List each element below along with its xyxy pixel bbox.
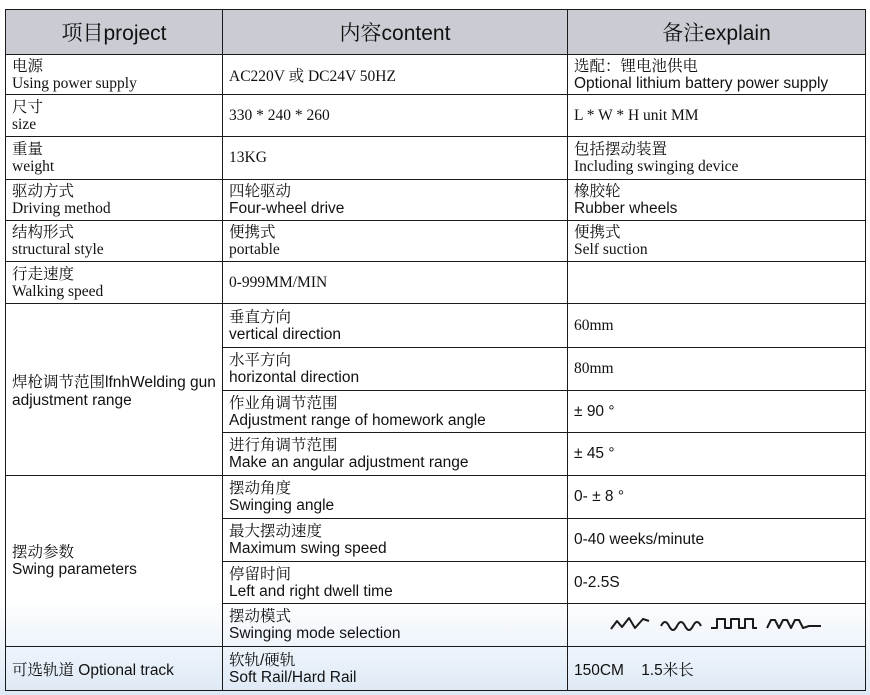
cell-speed-explain <box>568 262 866 304</box>
swing-mode-zh: 摆动模式 <box>229 608 292 626</box>
cell-power-project <box>6 54 223 95</box>
cell-swing-dwell <box>223 561 568 604</box>
header-project: 项目project <box>6 10 223 55</box>
weight-explain-zh: 包括摆动装置 <box>574 141 668 159</box>
swing-en: Swing parameters <box>12 561 137 579</box>
cell-structure-content <box>223 220 568 262</box>
spec-table <box>5 9 866 691</box>
cell-swing-angle-explain: 0- ± 8 ° <box>568 476 866 519</box>
power-en: Using power supply <box>12 74 137 92</box>
cell-swing-mode <box>223 604 568 647</box>
structure-zh: 结构形式 <box>12 224 75 242</box>
cell-swing-speed <box>223 518 568 561</box>
cell-track-explain: 150CM 1.5米长 <box>568 647 866 691</box>
cell-weight-project <box>6 137 223 180</box>
gun-horizontal-zh: 水平方向 <box>229 351 292 369</box>
cell-power-content: AC220V 或 DC24V 50HZ <box>223 54 568 95</box>
structure-content-zh: 便携式 <box>229 224 276 242</box>
cell-gun-homework <box>223 390 568 433</box>
cell-weight-content: 13KG <box>223 137 568 180</box>
gun-homework-zh: 作业角调节范围 <box>229 394 338 412</box>
row-gun-vertical <box>6 304 866 348</box>
cell-power-explain <box>568 54 866 95</box>
wave-mode-icons <box>574 612 859 639</box>
cell-size-content: 330 * 240 * 260 <box>223 95 568 137</box>
speed-zh: 行走速度 <box>12 265 75 283</box>
swing-dwell-zh: 停留时间 <box>229 565 292 583</box>
cell-gun-horizontal-explain: 80mm <box>568 347 866 390</box>
cell-gun-angular <box>223 433 568 476</box>
cell-swing-label <box>6 476 223 647</box>
driving-content-en: Four-wheel drive <box>229 199 345 217</box>
header-explain: 备注explain <box>568 10 866 55</box>
zigzag-wave-icon <box>611 618 649 629</box>
swing-mode-wave-icons <box>607 612 827 634</box>
swing-dwell-en: Left and right dwell time <box>229 582 393 600</box>
cell-structure-project <box>6 220 223 262</box>
cell-gun-homework-explain: ± 90 ° <box>568 390 866 433</box>
cell-track-label: 可选轨道 Optional track <box>6 647 223 691</box>
weight-zh: 重量 <box>12 141 44 159</box>
cell-driving-explain <box>568 179 866 220</box>
row-track <box>6 647 866 691</box>
structure-en: structural style <box>12 241 104 259</box>
driving-content-zh: 四轮驱动 <box>229 182 292 200</box>
gun-angular-zh: 进行角调节范围 <box>229 437 338 455</box>
gun-vertical-zh: 垂直方向 <box>229 308 292 326</box>
gun-homework-en: Adjustment range of homework angle <box>229 411 486 429</box>
cell-size-explain: L * W * H unit MM <box>568 95 866 137</box>
driving-explain-zh: 橡胶轮 <box>574 182 621 200</box>
speed-en: Walking speed <box>12 282 104 300</box>
cell-track-content <box>223 647 568 691</box>
cell-structure-explain <box>568 220 866 262</box>
structure-explain-zh: 便携式 <box>574 224 621 242</box>
gun-vertical-en: vertical direction <box>229 325 341 343</box>
swing-mode-en: Swinging mode selection <box>229 625 401 643</box>
cell-gun-angular-explain: ± 45 ° <box>568 433 866 476</box>
cell-swing-mode-explain <box>568 604 866 647</box>
power-zh: 电源 <box>12 57 44 75</box>
power-explain-en: Optional lithium battery power supply <box>574 74 829 92</box>
cell-swing-dwell-explain: 0-2.5S <box>568 561 866 604</box>
weight-explain-en: Including swinging device <box>574 158 739 176</box>
swing-speed-zh: 最大摆动速度 <box>229 522 323 540</box>
structure-content-en: portable <box>229 241 280 259</box>
row-size <box>6 95 866 137</box>
row-driving <box>6 179 866 220</box>
power-explain-zh: 选配：锂电池供电 <box>574 57 699 75</box>
header-row <box>6 10 866 55</box>
cell-speed-project <box>6 262 223 304</box>
row-swing-angle <box>6 476 866 519</box>
header-content: 内容content <box>223 10 568 55</box>
square-wave-icon <box>711 619 757 628</box>
row-power <box>6 54 866 95</box>
cell-driving-project <box>6 179 223 220</box>
driving-en: Driving method <box>12 199 111 217</box>
size-zh: 尺寸 <box>12 98 44 116</box>
cell-driving-content <box>223 179 568 220</box>
cell-gun-label: 焊枪调节范围lfnhWelding gun adjustment range <box>6 304 223 476</box>
trapezoid-wave-icon <box>767 620 821 628</box>
swing-angle-en: Swinging angle <box>229 497 335 515</box>
row-weight <box>6 137 866 180</box>
gun-horizontal-en: horizontal direction <box>229 368 360 386</box>
size-en: size <box>12 115 37 133</box>
cell-weight-explain <box>568 137 866 180</box>
track-content-en: Soft Rail/Hard Rail <box>229 668 357 686</box>
cell-swing-angle <box>223 476 568 519</box>
cell-gun-vertical-explain: 60mm <box>568 304 866 348</box>
cell-gun-vertical <box>223 304 568 348</box>
row-speed <box>6 262 866 304</box>
cell-speed-content: 0-999MM/MIN <box>223 262 568 304</box>
cell-swing-speed-explain: 0-40 weeks/minute <box>568 518 866 561</box>
structure-explain-en: Self suction <box>574 241 648 259</box>
gun-angular-en: Make an angular adjustment range <box>229 454 469 472</box>
sine-wave-icon <box>661 622 701 630</box>
row-structure <box>6 220 866 262</box>
track-content-zh: 软轨/硬轨 <box>229 651 296 669</box>
swing-zh: 摆动参数 <box>12 544 75 562</box>
driving-zh: 驱动方式 <box>12 182 75 200</box>
swing-speed-en: Maximum swing speed <box>229 539 387 557</box>
cell-gun-horizontal <box>223 347 568 390</box>
cell-size-project <box>6 95 223 137</box>
swing-angle-zh: 摆动角度 <box>229 480 292 498</box>
weight-en: weight <box>12 158 55 176</box>
driving-explain-en: Rubber wheels <box>574 199 678 217</box>
